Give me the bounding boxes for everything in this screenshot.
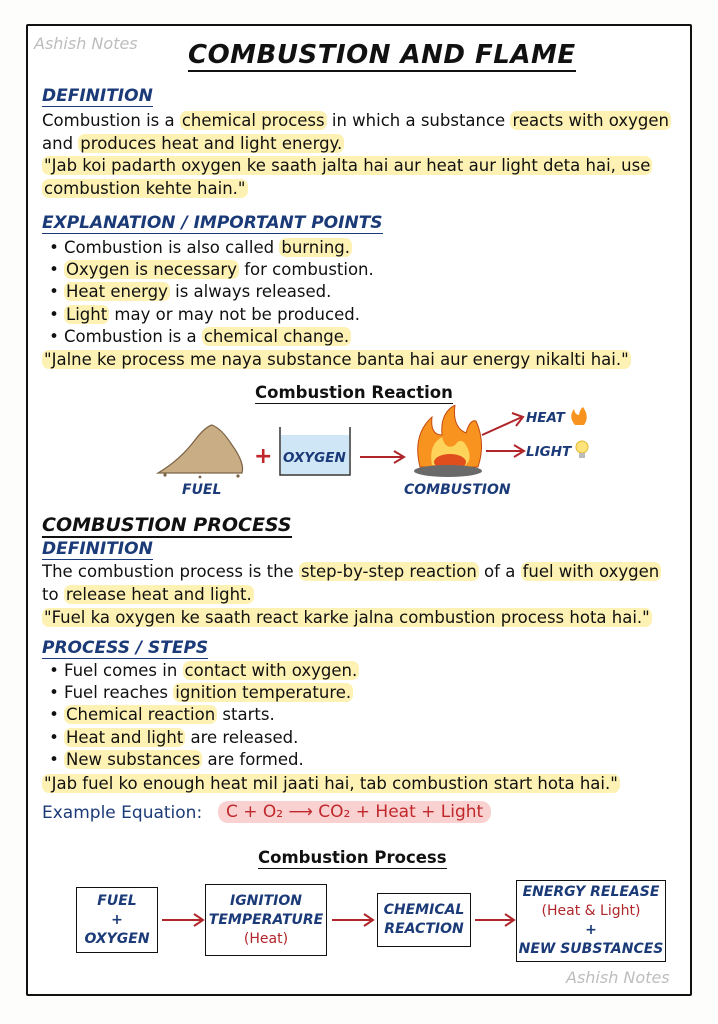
campfire-icon — [414, 405, 482, 477]
steps-heading: PROCESS / STEPS — [42, 638, 209, 658]
heat-label: HEAT — [526, 410, 565, 426]
list-item — [44, 704, 359, 726]
highlighted-text: chemical change. — [203, 326, 350, 346]
box-line: TEMPERATURE — [208, 911, 324, 928]
arrow-icon — [330, 912, 376, 928]
plus-sign: + — [254, 444, 273, 469]
process-diagram-title: Combustion Process — [258, 848, 447, 867]
highlighted-text: chemical process — [181, 111, 325, 130]
steps-hindi — [42, 773, 682, 796]
text-segment: for combustion. — [238, 260, 374, 280]
steps-hindi-text: "Jab fuel ko enough heat mil jaati hai, tab combustion start hota hai." — [44, 774, 618, 793]
box-line: CHEMICAL — [383, 902, 465, 918]
fuel-pile-icon — [158, 425, 243, 478]
arrow-icon — [160, 912, 206, 928]
highlighted-text: release heat and light. — [65, 584, 252, 604]
text-segment: are formed. — [202, 749, 304, 769]
box-line: NEW SUBSTANCES — [518, 941, 664, 957]
highlighted-text: New substances — [66, 749, 201, 769]
arrow-to-heat — [482, 413, 523, 435]
points-hindi-text: "Jalne ke process me naya substance banta hai aur energy nikalti hai." — [44, 350, 629, 369]
combustion-label: COMBUSTION — [404, 482, 511, 498]
box-note: (Heat) — [243, 930, 289, 947]
text-segment: and — [42, 133, 79, 153]
process-box-fuel-oxygen — [76, 887, 158, 953]
highlighted-text: Oxygen is necessary — [66, 260, 237, 280]
light-label: LIGHT — [526, 444, 572, 460]
definition-hindi — [42, 155, 682, 200]
box-line: REACTION — [384, 921, 464, 937]
process-definition-hindi-text: "Fuel ka oxygen ke saath react karke jalna combustion process hota hai." — [44, 608, 650, 627]
list-item — [44, 660, 359, 682]
fuel-label: FUEL — [182, 482, 222, 498]
reaction-diagram-title: Combustion Reaction — [255, 383, 453, 402]
list-item — [44, 259, 374, 281]
definition-hindi-text: "Jab koi padarth oxygen ke saath jalta hai aur heat aur light deta hai, use combustion kehte hain." — [44, 156, 651, 198]
lightbulb-icon — [576, 441, 588, 458]
list-item — [44, 326, 374, 348]
text-segment: Combustion is a — [42, 111, 180, 130]
points-hindi — [42, 349, 682, 372]
text-segment: Fuel reaches — [64, 683, 174, 703]
definition-heading: DEFINITION — [42, 86, 153, 106]
highlighted-text: produces heat and light energy. — [80, 133, 343, 153]
box-line: OXYGEN — [84, 930, 150, 947]
watermark-bottom: Ashish Notes — [566, 968, 670, 987]
text-segment: may or may not be produced. — [109, 304, 360, 324]
box-line: IGNITION — [229, 892, 302, 909]
text-segment: Fuel comes in — [64, 661, 183, 680]
text-segment: The combustion process is the — [42, 562, 299, 581]
highlighted-text: reacts with oxygen — [512, 111, 669, 130]
text-segment: to — [42, 584, 64, 604]
highlighted-text: ignition temperature. — [175, 683, 352, 703]
text-segment: are released. — [185, 727, 299, 747]
highlighted-text: burning. — [281, 238, 351, 257]
process-heading: COMBUSTION PROCESS — [42, 514, 292, 536]
arrow-icon — [473, 912, 517, 928]
watermark-top: Ashish Notes — [34, 34, 138, 53]
process-box-ignition — [205, 884, 327, 956]
process-definition-heading: DEFINITION — [42, 539, 153, 559]
oxygen-label: OXYGEN — [283, 450, 346, 466]
process-box-chemical-reaction — [377, 893, 471, 947]
arrow-to-combustion — [360, 451, 404, 463]
list-item — [44, 237, 374, 259]
box-line: + — [585, 922, 597, 938]
process-box-energy-release — [516, 880, 666, 962]
list-item — [44, 727, 359, 749]
box-note: (Heat & Light) — [541, 903, 641, 919]
highlighted-text: Heat energy — [66, 282, 168, 302]
flame-icon — [571, 407, 587, 425]
process-definition-hindi — [42, 607, 682, 630]
equation-label: Example Equation: — [42, 803, 203, 823]
highlighted-text: step-by-step reaction — [300, 562, 477, 581]
highlighted-text: Heat and light — [66, 727, 184, 747]
points-heading: EXPLANATION / IMPORTANT POINTS — [42, 213, 383, 233]
arrow-to-light — [486, 445, 524, 457]
list-item — [44, 304, 374, 326]
list-item — [44, 281, 374, 303]
reaction-diagram — [150, 405, 610, 480]
text-segment: in which a substance — [326, 111, 511, 130]
box-line: FUEL — [97, 892, 137, 909]
points-list — [44, 237, 374, 348]
highlighted-text: fuel with oxygen — [522, 562, 660, 581]
process-definition-text — [42, 561, 682, 606]
highlighted-text: contact with oxygen. — [184, 661, 358, 680]
text-segment: is always released. — [169, 282, 332, 302]
steps-list — [44, 660, 359, 771]
box-line: ENERGY RELEASE — [522, 884, 660, 900]
text-segment: starts. — [217, 705, 275, 725]
text-segment: of a — [478, 562, 521, 581]
list-item — [44, 682, 359, 704]
text-segment: Combustion is a — [64, 326, 202, 346]
equation: C + O₂ ⟶ CO₂ + Heat + Light — [218, 801, 491, 823]
highlighted-text: Chemical reaction — [66, 705, 216, 725]
definition-text — [42, 110, 682, 155]
box-line: + — [111, 911, 123, 928]
highlighted-text: Light — [66, 304, 108, 324]
text-segment: Combustion is also called — [64, 238, 280, 257]
page-title: COMBUSTION AND FLAME — [188, 40, 576, 70]
list-item — [44, 749, 359, 771]
